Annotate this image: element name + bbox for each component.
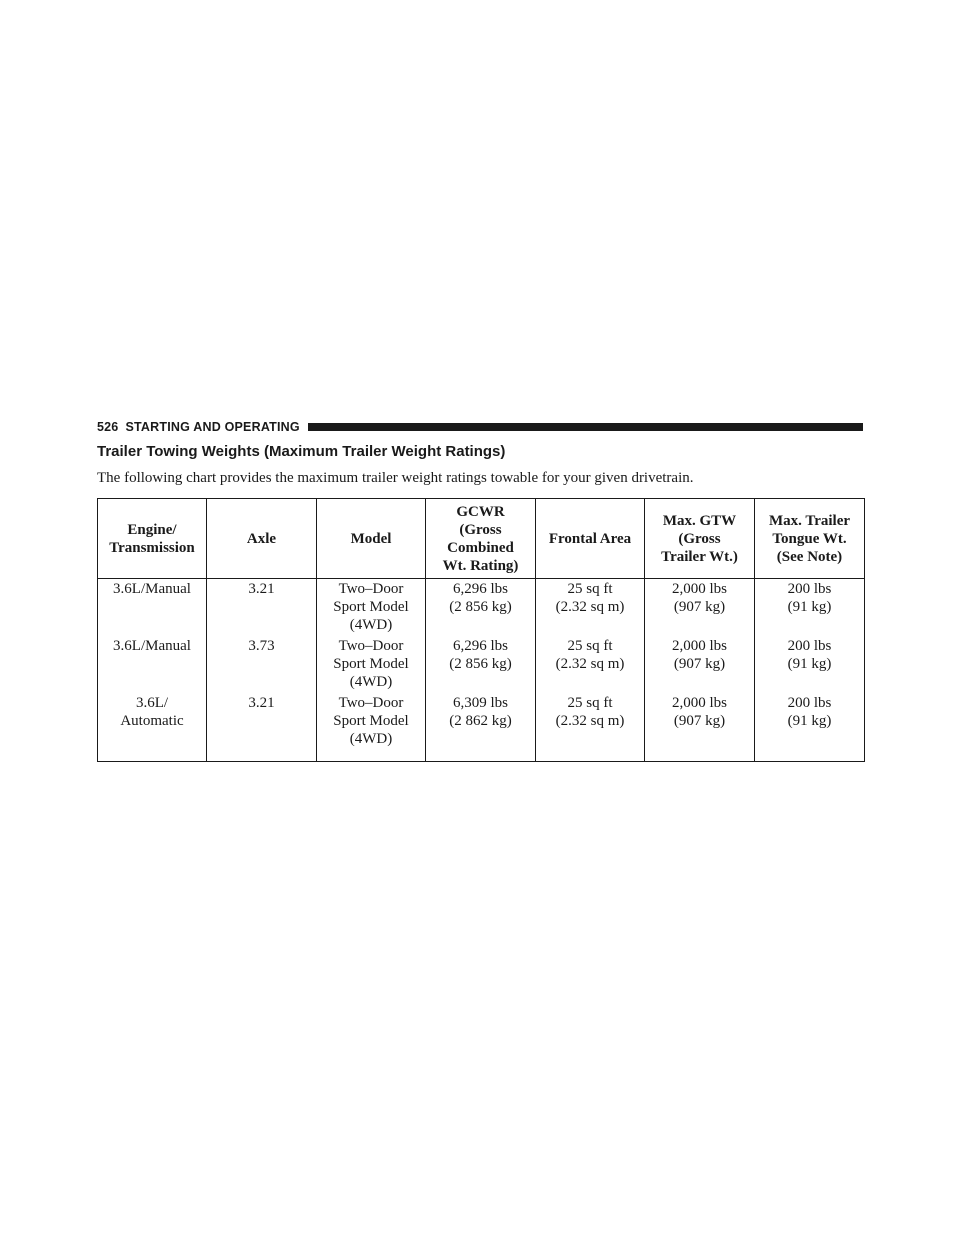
header-max-tongue-weight: Max. Trailer Tongue Wt. (See Note)	[755, 499, 865, 579]
cell-tongue-weight: 200 lbs (91 kg)	[755, 636, 865, 693]
towing-weights-table	[97, 498, 865, 762]
page-number: 526	[97, 420, 119, 434]
table-header-row	[98, 499, 865, 579]
cell-engine: 3.6L/Manual	[98, 579, 207, 637]
section-title: Trailer Towing Weights (Maximum Trailer Weight Ratings)	[97, 443, 506, 460]
cell-max-gtw: 2,000 lbs (907 kg)	[645, 636, 755, 693]
table-row	[98, 579, 865, 637]
cell-model: Two–Door Sport Model (4WD)	[317, 636, 426, 693]
cell-max-gtw: 2,000 lbs (907 kg)	[645, 693, 755, 762]
page-header	[97, 418, 863, 436]
cell-engine: 3.6L/Manual	[98, 636, 207, 693]
cell-axle: 3.21	[207, 579, 317, 637]
cell-frontal-area: 25 sq ft (2.32 sq m)	[536, 636, 645, 693]
header-frontal-area: Frontal Area	[536, 499, 645, 579]
header-rule	[308, 423, 863, 431]
section-name: STARTING AND OPERATING	[125, 420, 300, 434]
intro-paragraph: The following chart provides the maximum trailer weight ratings towable for your given drivetrain.	[97, 470, 694, 486]
cell-tongue-weight: 200 lbs (91 kg)	[755, 579, 865, 637]
cell-axle: 3.21	[207, 693, 317, 762]
cell-model: Two–Door Sport Model (4WD)	[317, 579, 426, 637]
header-engine-transmission: Engine/ Transmission	[98, 499, 207, 579]
cell-gcwr: 6,296 lbs (2 856 kg)	[426, 636, 536, 693]
cell-frontal-area: 25 sq ft (2.32 sq m)	[536, 579, 645, 637]
cell-model: Two–Door Sport Model (4WD)	[317, 693, 426, 762]
header-axle: Axle	[207, 499, 317, 579]
cell-tongue-weight: 200 lbs (91 kg)	[755, 693, 865, 762]
cell-axle: 3.73	[207, 636, 317, 693]
cell-gcwr: 6,309 lbs (2 862 kg)	[426, 693, 536, 762]
cell-max-gtw: 2,000 lbs (907 kg)	[645, 579, 755, 637]
header-gcwr: GCWR (Gross Combined Wt. Rating)	[426, 499, 536, 579]
table-row	[98, 636, 865, 693]
table-row	[98, 693, 865, 762]
cell-frontal-area: 25 sq ft (2.32 sq m)	[536, 693, 645, 762]
cell-engine: 3.6L/ Automatic	[98, 693, 207, 762]
cell-gcwr: 6,296 lbs (2 856 kg)	[426, 579, 536, 637]
header-max-gtw: Max. GTW (Gross Trailer Wt.)	[645, 499, 755, 579]
header-model: Model	[317, 499, 426, 579]
